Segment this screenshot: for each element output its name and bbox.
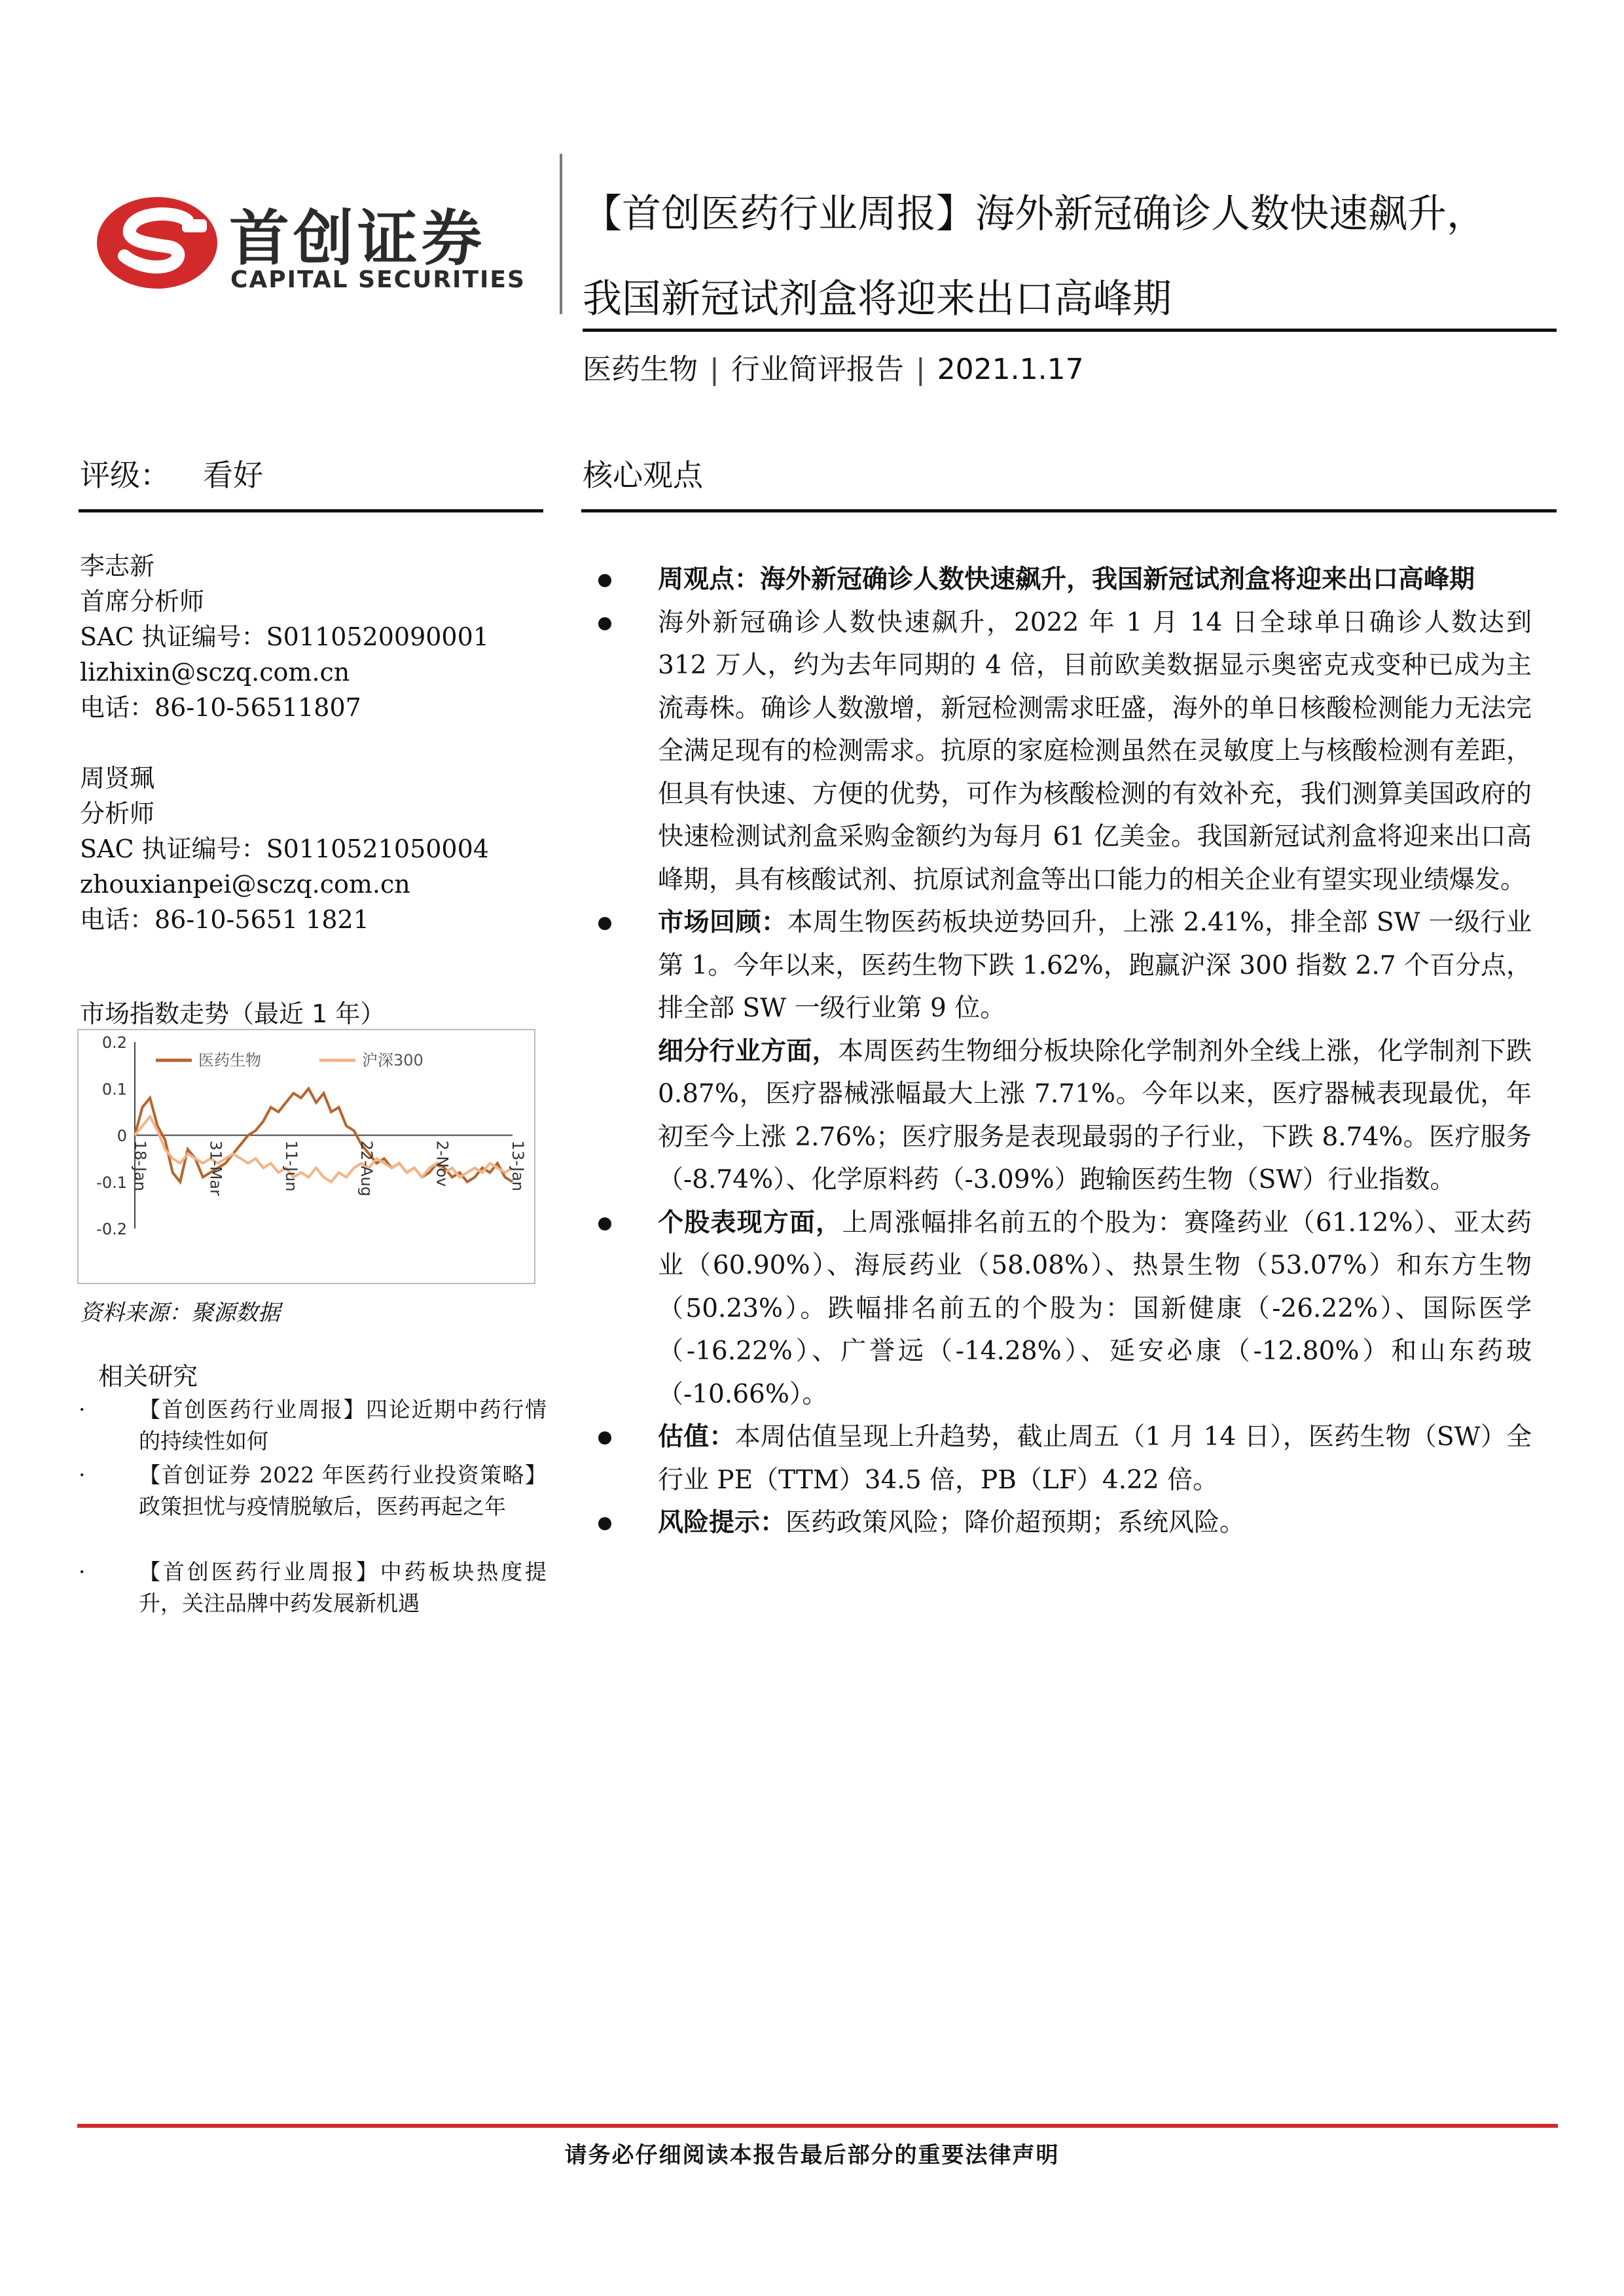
title-line-2: 我国新冠试剂盒将迎来出口高峰期 [583,276,1172,322]
bullet-market-review [589,901,1532,1030]
legend-label-0: 医药生物 [198,1051,261,1069]
x-tick-label: 13-Jan [509,1140,527,1192]
y-tick-label: 0 [117,1126,127,1145]
header-divider [560,154,562,314]
bullet-dot-icon [598,574,611,587]
market-review-label: 市场回顾： [658,907,787,937]
brand-name-en: CAPITAL SECURITIES [230,266,526,293]
header-rule [583,329,1557,332]
core-rule [581,509,1557,512]
bullet-valuation [589,1416,1532,1501]
company-logo [92,187,543,298]
analyst-card [80,548,551,725]
series-line-1 [135,1117,513,1182]
bullet-dot-icon [598,617,611,630]
risk-label: 风险提示： [658,1507,786,1537]
bullet-dot-icon [598,1431,611,1444]
report-type: 行业简评报告 [731,353,904,386]
rating-value: 看好 [203,457,263,493]
brand-name-cn: 首创证券 [229,204,486,274]
analyst-email[interactable]: lizhixin@sczq.com.cn [80,658,350,687]
x-tick-label: 11-Jun [281,1140,300,1192]
paragraph-sub-industry [589,1030,1532,1202]
market-index-chart [77,1029,535,1284]
left-rule [79,509,543,512]
bullet-icon: · [79,1397,86,1422]
rating [80,452,263,495]
sub-industry-label: 细分行业方面， [658,1035,838,1066]
x-tick-label: 2-Nov [433,1140,452,1187]
related-research-text: 【首创证券 2022 年医药行业投资策略】政策担忧与疫情脱敏后，医药再起之年 [139,1462,547,1519]
sub-industry-text: 本周医药生物细分板块除化学制剂外全线上涨，化学制剂下跌 0.87%，医疗器械涨幅最大上涨 7.71%。今年以来，医疗器械表现最优，年初至今上涨 2.76%；医疗服务是表现最弱的子行业，下跌 8.74%。医疗服务（-8.74%）、化学原料药（-3.09%）跑输医药生物（SW）行业指数。 [658,1036,1532,1194]
legend-label-1: 沪深300 [362,1051,424,1069]
x-tick-label: 22-Aug [357,1140,376,1197]
valuation-label: 估值： [658,1422,735,1452]
analyst-phone: 电话：86-10-56511807 [80,693,361,722]
analyst-phone: 电话：86-10-5651 1821 [80,905,369,934]
chart-title: 市场指数走势（最近 1 年） [80,999,386,1028]
analyst-title: 首席分析师 [80,587,205,616]
weekly-label: 周观点： [658,564,761,594]
sector-label: 医药生物 [583,353,698,386]
market-review-text: 本周生物医药板块逆势回升，上涨 2.41%，排全部 SW 一级行业第 1。今年以来，医药生物下跌 1.62%，跑赢沪深 300 指数 2.7 个百分点，排全部 SW 一级行业第 9 位。 [658,908,1532,1023]
analyst-name: 周贤珮 [80,764,155,793]
y-tick-label: -0.2 [96,1220,127,1238]
chart-source: 资料来源：聚源数据 [80,1300,280,1326]
y-tick-label: 0.2 [101,1033,127,1052]
chart-svg [77,1029,535,1284]
weekly-text: 海外新冠确诊人数快速飙升，我国新冠试剂盒将迎来出口高峰期 [760,564,1475,594]
y-tick-label: 0.1 [101,1080,127,1099]
related-research-text: 【首创医药行业周报】中药板块热度提升，关注品牌中药发展新机遇 [139,1559,547,1616]
bullet-weekly-view [589,558,1532,601]
bullet-stock-performance [589,1202,1532,1416]
legal-notice: 请务必仔细阅读本报告最后部分的重要法律声明 [564,2142,1060,2168]
report-title [583,171,1564,342]
stock-performance-text: 上周涨幅排名前五的个股为：赛隆药业（61.12%）、亚太药业（60.90%）、海辰药业（58.08%）、热景生物（53.07%）和东方生物（50.23%）。跌幅排名前五的个股为：国新健康（-26.22%）、国际医学（-16.22%）、广誉远（-14.28%）、延安必康（-12.80%）和山东药玻（-10.66%）。 [658,1208,1532,1409]
core-view-list [589,558,1532,1545]
analyst-name: 李志新 [80,552,155,581]
bullet-dot-icon [598,917,611,930]
bullet-risk [589,1501,1532,1545]
bullet-covid-test [589,601,1532,902]
analyst-card [80,761,551,937]
bullet-dot-icon [598,1517,611,1530]
analyst-sac: SAC 执证编号：S0110521050004 [80,834,489,863]
related-research-title: 相关研究 [98,1362,198,1391]
stock-performance-label: 个股表现方面， [658,1207,842,1238]
related-research-item[interactable] [79,1394,547,1457]
bullet-dot-icon [598,1217,611,1230]
x-tick-label: 18-Jan [131,1140,149,1192]
bullet-icon: · [79,1462,86,1488]
bullet-icon: · [79,1559,86,1585]
y-tick-label: -0.1 [96,1173,127,1192]
related-research-item[interactable] [79,1460,547,1522]
x-tick-label: 31-Mar [206,1140,225,1196]
core-view-title: 核心观点 [583,457,703,493]
covid-test-text: 海外新冠确诊人数快速飙升，2022 年 1 月 14 日全球单日确诊人数达到 312 万人，约为去年同期的 4 倍，目前欧美数据显示奥密克戎变种已成为主流毒株。确诊人数激增，新冠检测需求旺盛，海外的单日核酸检测能力无法完全满足现有的检测需求。抗原的家庭检测虽然在灵敏度上与核酸检测有差距，但具有快速、方便的优势，可作为核酸检测的有效补充，我们测算美国政府的快速检测试剂盒采购金额约为每月 61 亿美金。我国新冠试剂盒将迎来出口高峰期，具有核酸试剂、抗原试剂盒等出口能力的相关企业有望实现业绩爆发。 [658,607,1532,895]
risk-text: 医药政策风险；降价超预期；系统风险。 [785,1508,1246,1537]
report-subtitle [583,346,1084,387]
separator: | [915,353,926,386]
footer-rule [77,2124,1558,2128]
report-date: 2021.1.17 [937,353,1084,386]
capital-securities-logo-icon [92,187,223,298]
separator: | [710,353,719,386]
valuation-text: 本周估值呈现上升趋势，截止周五（1 月 14 日），医药生物（SW）全行业 PE（TTM）34.5 倍，PB（LF）4.22 倍。 [658,1422,1532,1495]
analyst-sac: SAC 执证编号：S0110520090001 [80,622,489,651]
related-research-text: 【首创医药行业周报】四论近期中药行情的持续性如何 [139,1397,547,1454]
analyst-title: 分析师 [80,799,155,828]
rating-label: 评级： [80,457,170,493]
related-research-item[interactable] [79,1556,547,1619]
analyst-email[interactable]: zhouxianpei@sczq.com.cn [80,870,410,899]
title-line-1: 【首创医药行业周报】海外新冠确诊人数快速飙升， [583,191,1486,237]
